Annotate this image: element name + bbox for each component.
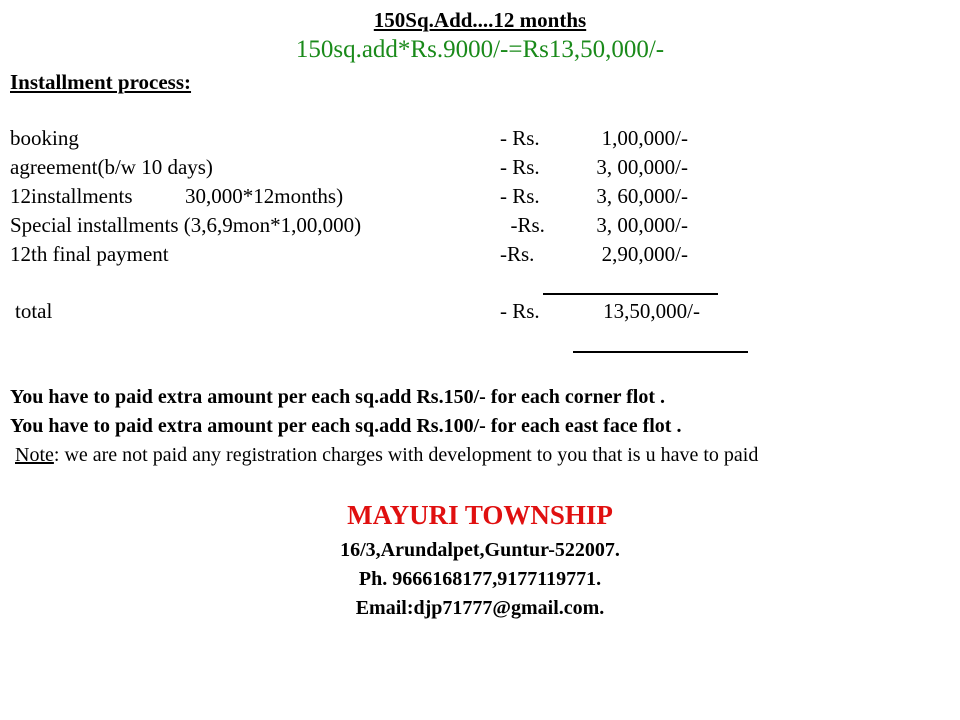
installment-sep: -Rs. xyxy=(500,213,545,237)
company-address: 16/3,Arundalpet,Guntur-522007. xyxy=(340,539,620,561)
installment-sep: - Rs. xyxy=(500,155,540,179)
east-face-note: You have to paid extra amount per each sq.add Rs.100/- for each east face flot . xyxy=(10,415,682,437)
installment-label-special: Special installments (3,6,9mon*1,00,000) xyxy=(10,213,362,237)
installment-amount: 3, 00,000/- xyxy=(596,213,688,237)
installment-label-final: 12th final payment xyxy=(10,242,169,266)
installment-amount: 1,00,000/- xyxy=(601,126,688,150)
company-phone: Ph. 9666168177,9177119771. xyxy=(358,568,602,590)
total-amount: 13,50,000/- xyxy=(603,299,700,323)
registration-note xyxy=(15,444,758,467)
installment-label-agreement: agreement(b/w 10 days) xyxy=(10,155,213,179)
sum-divider-line xyxy=(543,293,718,295)
installment-label-monthly: 12installments 30,000*12months) xyxy=(10,184,344,208)
company-name: MAYURI TOWNSHIP xyxy=(347,500,613,530)
company-email: Email:djp71777@gmail.com. xyxy=(355,597,605,619)
installment-amount: 3, 00,000/- xyxy=(596,155,688,179)
note-text: : we are not paid any registration charges with development to you that is u have to paid xyxy=(53,444,759,466)
note-label: Note xyxy=(15,444,54,466)
total-underline xyxy=(573,351,748,353)
installment-label-booking: booking xyxy=(10,126,79,150)
price-formula: 150sq.add*Rs.9000/-=Rs13,50,000/- xyxy=(295,36,665,63)
section-title: Installment process: xyxy=(10,70,192,94)
page-title: 150Sq.Add....12 months xyxy=(373,8,587,32)
installment-sep: -Rs. xyxy=(500,242,535,266)
total-label: total xyxy=(15,299,53,323)
total-sep: - Rs. xyxy=(500,299,540,323)
installment-sep: - Rs. xyxy=(500,126,540,150)
installment-sep: - Rs. xyxy=(500,184,540,208)
installment-amount: 3, 60,000/- xyxy=(596,184,688,208)
installment-amount: 2,90,000/- xyxy=(601,242,688,266)
corner-plot-note: You have to paid extra amount per each sq.add Rs.150/- for each corner flot . xyxy=(10,386,665,408)
